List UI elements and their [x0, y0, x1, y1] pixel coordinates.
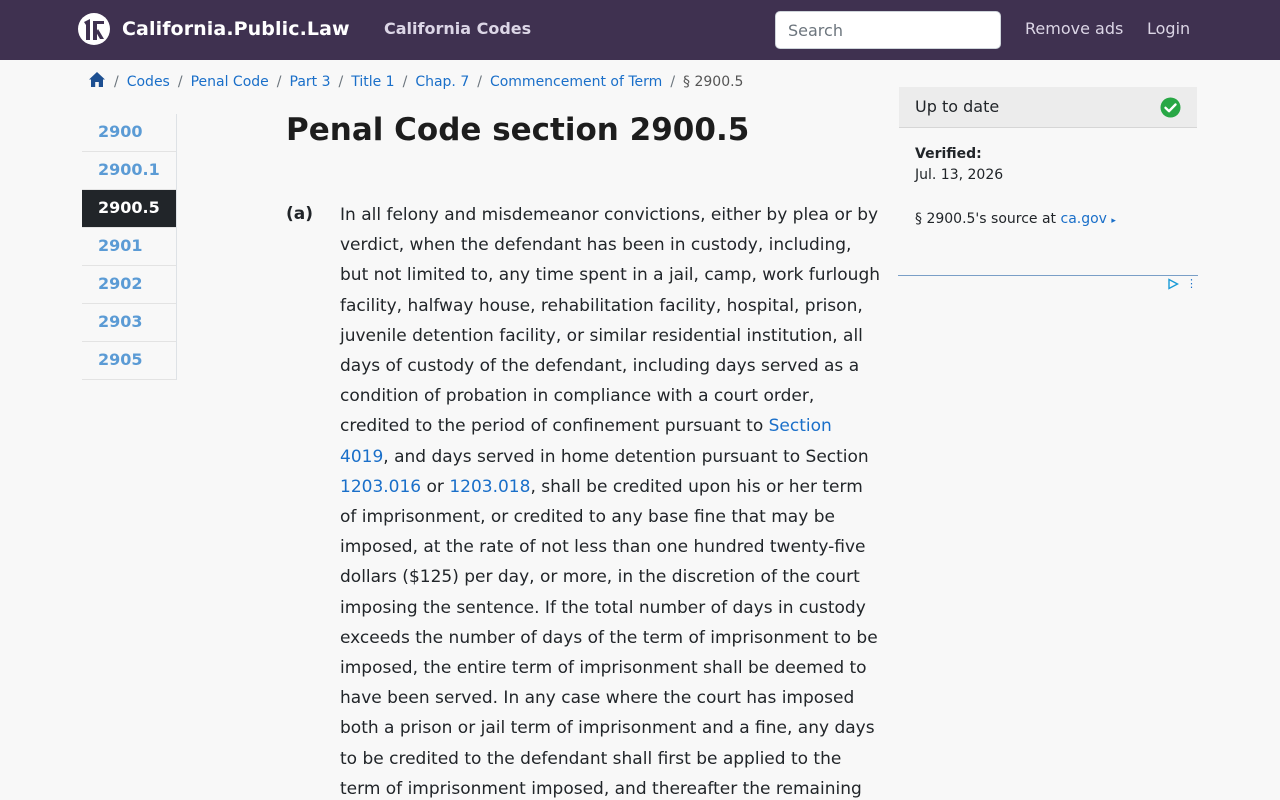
- breadcrumb-part-3[interactable]: Part 3: [289, 73, 331, 90]
- breadcrumb-commencement-of-term[interactable]: Commencement of Term: [489, 73, 663, 90]
- ad-menu-icon[interactable]: ⋮: [1186, 277, 1197, 290]
- breadcrumb-current: § 2900.5: [683, 73, 744, 90]
- check-circle-icon: [1160, 97, 1181, 118]
- navbar: [0, 0, 1280, 60]
- ad-choices-icon[interactable]: [1167, 278, 1179, 290]
- source-link[interactable]: ca.gov: [1060, 211, 1107, 227]
- breadcrumb-separator: /: [338, 73, 344, 90]
- source-prefix: § 2900.5's source at: [915, 211, 1061, 227]
- section-text-part: or: [421, 476, 450, 497]
- breadcrumb-chap-7[interactable]: Chap. 7: [415, 73, 470, 90]
- breadcrumb-separator: /: [114, 73, 119, 90]
- breadcrumb-penal-code[interactable]: Penal Code: [190, 73, 269, 90]
- section-text-part: In all felony and misdemeanor convictions, either by plea or by verdict, when the defendant has been in custody, including, but not limited to, any time spent in a jail, camp, work furlough facility, halfway house, rehabilitation facility, hospital, prison, juvenile detention facility, or similar residential institution, all days of custody of the defendant, including days served as a condition of probation in compliance with a court order, credited to the period of confinement pursuant to: [340, 205, 881, 437]
- breadcrumb-separator: /: [177, 73, 183, 90]
- status-label: Up to date: [915, 97, 1000, 116]
- breadcrumb-codes[interactable]: Codes: [126, 73, 170, 90]
- home-icon: [88, 71, 106, 88]
- source-arrow-icon: ▸: [1111, 216, 1116, 226]
- breadcrumb-separator: /: [276, 73, 282, 90]
- section-link-2903[interactable]: 2903: [82, 304, 176, 342]
- breadcrumb: [88, 71, 743, 92]
- breadcrumb-separator: /: [477, 73, 482, 90]
- breadcrumb-separator: /: [402, 73, 408, 90]
- subsection-label: (a): [286, 204, 314, 224]
- breadcrumb-separator: /: [670, 73, 676, 90]
- home-link[interactable]: [88, 71, 106, 92]
- site-name: California.Public.Law: [122, 18, 350, 40]
- section-link-2905[interactable]: 2905: [82, 342, 176, 380]
- section-text-part: , and days served in home detention pursuant to Section: [383, 446, 869, 467]
- section-link-2900[interactable]: 2900: [82, 114, 176, 152]
- breadcrumb-title-1[interactable]: Title 1: [351, 73, 395, 90]
- page-title: Penal Code section 2900.5: [286, 112, 750, 148]
- section-link-2900-5[interactable]: 2900.5: [82, 190, 176, 228]
- verified-label: Verified:: [915, 146, 982, 162]
- section-4019-link[interactable]: Section 4019: [340, 416, 832, 467]
- brand[interactable]: [77, 12, 350, 46]
- section-link-2902[interactable]: 2902: [82, 266, 176, 304]
- section-1203-016-link[interactable]: 1203.016: [340, 476, 422, 497]
- verified-date: Jul. 13, 2026: [915, 167, 1004, 183]
- section-text-part: , shall be credited upon his or her term of imprisonment, or credited to any base fine that may be imposed, at the rate of not less than one hundred twenty-five dollars ($125) per day, or more, in the discretion of the court imposing the sentence. If the total number of days in custody exceeds the number of days of the term of imprisonment to be imposed, the entire term of imprisonment shall be deemed to have been served. In any case where the court has imposed both a prison or jail term of imprisonment and a fine, any days to be credited to the defendant shall first be applied to the term of imprisonment imposed, and thereafter the remaining: [340, 476, 878, 799]
- section-link-2901[interactable]: 2901: [82, 228, 176, 266]
- search-input[interactable]: [775, 11, 1001, 49]
- status-card: [899, 87, 1197, 128]
- remove-ads-link[interactable]: Remove ads: [1025, 19, 1124, 38]
- section-1203-018-link[interactable]: 1203.018: [449, 476, 531, 497]
- source-line: [915, 211, 1116, 227]
- ad-divider: [898, 275, 1198, 276]
- section-link-2900-1[interactable]: 2900.1: [82, 152, 176, 190]
- site-logo-icon: [77, 12, 111, 46]
- section-nav: [82, 114, 177, 380]
- section-text: [340, 200, 880, 800]
- nav-california-codes[interactable]: California Codes: [384, 19, 532, 38]
- login-link[interactable]: Login: [1147, 19, 1191, 38]
